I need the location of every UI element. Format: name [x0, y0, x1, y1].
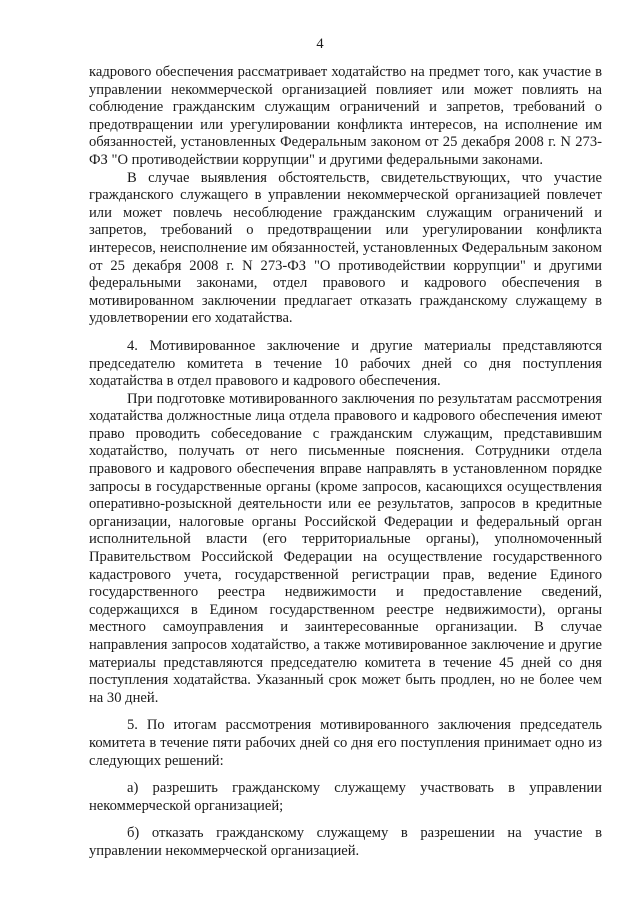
- paragraph-preparation: При подготовке мотивированного заключения по результатам рассмотрения ходатайства должностные лица отдела правового и кадрового обеспечения имеют право проводить собеседование с гражданским служащим, представившим ходатайство, получать от него письменные пояснения. Сотрудники отдела правового и кадрового обеспечения вправе направлять в установленном порядке запросы в государственные органы (кроме запросов, касающихся осуществления оперативно-розыскной деятельности или ее результатов, запросов в кредитные организации, налоговые органы Российской Федерации и федеральный орган исполнительной власти (его территориальные органы), уполномоченный Правительством Российской Федерации на осуществление государственного кадастрового учета, государственной регистрации прав, ведение Единого государственного реестра недвижимости и предоставление сведений, содержащихся в Едином государственном реестре недвижимости), органы местного самоуправления и заинтересованные организации. В случае направления запросов ходатайство, а также мотивированное заключение и другие материалы представляются председателю комитета в течение 45 дней со дня поступления ходатайства. Указанный срок может быть продлен, но не более чем на 30 дней.: [89, 390, 602, 706]
- paragraph-violation-case: В случае выявления обстоятельств, свидетельствующих, что участие гражданского служащего в управлении некоммерческой организацией повлечет или может повлечь несоблюдение гражданским служащим ограничений и запретов, требований о предотвращении или урегулировании конфликта интересов, неисполнение им обязанностей, установленных Федеральным законом от 25 декабря 2008 г. N 273-ФЗ "О противодействии коррупции" и другими федеральными законами, отдел правового и кадрового обеспечения в мотивированном заключении предлагает отказать гражданскому служащему в удовлетворении его ходатайства.: [89, 169, 602, 327]
- page-number: 4: [316, 36, 324, 52]
- document-body: [89, 64, 602, 861]
- paragraph-decision-b: б) отказать гражданскому служащему в разрешении на участие в управлении некоммерческой организацией.: [89, 825, 602, 859]
- paragraph-item-5: 5. По итогам рассмотрения мотивированного заключения председатель комитета в течение пяти рабочих дней со дня его поступления принимает одно из следующих решений:: [89, 717, 602, 769]
- paragraph-decision-a: а) разрешить гражданскому служащему участвовать в управлении некоммерческой организацией;: [89, 780, 602, 814]
- paragraph-continuation: кадрового обеспечения рассматривает ходатайство на предмет того, как участие в управлении некоммерческой организацией повлияет или может повлиять на соблюдение гражданским служащим ограничений и запретов, требований о предотвращении или урегулировании конфликта интересов, на исполнение им обязанностей, установленных Федеральным законом от 25 декабря 2008 г. N 273-ФЗ "О противодействии коррупции" и другими федеральными законами.: [89, 64, 602, 168]
- paragraph-item-4: 4. Мотивированное заключение и другие материалы представляются председателю комитета в течение 10 рабочих дней со дня поступления ходатайства в отдел правового и кадрового обеспечения.: [89, 337, 602, 390]
